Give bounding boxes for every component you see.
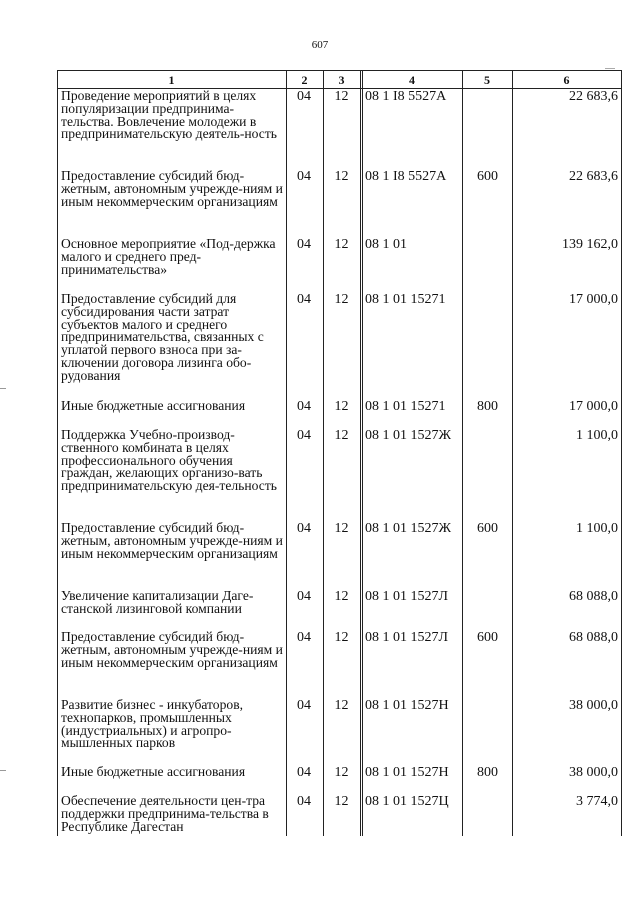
header-col-6: 6: [563, 73, 570, 87]
row-amount: 17 000,0: [569, 399, 618, 414]
row-type: 600: [477, 630, 498, 645]
row-target: 08 1 01 1527Н: [365, 765, 449, 780]
row-target: 08 1 I8 5527A: [365, 169, 447, 184]
row-name: Увеличение капитализации Даге-станской лизинговой компании: [61, 588, 254, 616]
column-divider: [512, 71, 513, 836]
row-target: 08 1 01 1527Ж: [365, 521, 452, 536]
row-section: 04: [297, 589, 311, 604]
row-subsection: 12: [334, 589, 349, 604]
row-amount: 22 683,6: [569, 89, 618, 104]
row-subsection: 12: [334, 521, 349, 536]
row-type: 600: [477, 169, 498, 184]
row-section: 04: [297, 292, 311, 307]
row-name: Поддержка Учебно-производ-ственного комбината в целях профессионального обучения граждан, желающих организо-вать предпринимательскую дея-тельность: [61, 427, 277, 494]
row-subsection: 12: [334, 89, 349, 104]
scan-margin-mark: [0, 388, 6, 389]
row-section: 04: [297, 630, 311, 645]
row-amount: 1 100,0: [576, 521, 618, 536]
row-subsection: 12: [334, 794, 349, 809]
header-col-3: 3: [338, 73, 345, 87]
row-target: 08 1 01 1527Н: [365, 698, 449, 713]
row-name: Иные бюджетные ассигнования: [61, 398, 246, 413]
row-target: 08 1 01 15271: [365, 399, 446, 414]
row-section: 04: [297, 698, 311, 713]
header-col-1: 1: [168, 73, 175, 87]
row-amount: 22 683,6: [569, 169, 618, 184]
row-type: 600: [477, 521, 498, 536]
row-section: 04: [297, 765, 311, 780]
column-divider: [323, 71, 324, 836]
row-section: 04: [297, 521, 311, 536]
scan-margin-mark: [0, 770, 6, 771]
row-amount: 1 100,0: [576, 428, 618, 443]
row-target: 08 1 01 1527Ж: [365, 428, 452, 443]
row-section: 04: [297, 89, 311, 104]
row-amount: 3 774,0: [576, 794, 618, 809]
row-subsection: 12: [334, 765, 349, 780]
row-target: 08 1 01 1527Л: [365, 630, 448, 645]
table-border-left: [57, 71, 58, 836]
row-name: Развитие бизнес - инкубаторов, технопарков, промышленных (индустриальных) и агропро-мышленных парков: [61, 697, 244, 751]
row-name: Предоставление субсидий бюд-жетным, автономным учрежде-ниям и иным некоммерческим организациям: [61, 520, 283, 561]
row-type: 800: [477, 765, 498, 780]
column-divider: [360, 71, 361, 836]
table-border-right: [621, 71, 622, 836]
row-amount: 38 000,0: [569, 698, 618, 713]
row-target: 08 1 01 1527Л: [365, 589, 448, 604]
row-section: 04: [297, 428, 311, 443]
row-name: Предоставление субсидий бюд-жетным, автономным учрежде-ниям и иным некоммерческим организациям: [61, 629, 283, 670]
row-amount: 17 000,0: [569, 292, 618, 307]
row-amount: 139 162,0: [562, 237, 618, 252]
row-amount: 68 088,0: [569, 630, 618, 645]
row-name: Предоставление субсидий для субсидирования части затрат субъектов малого и среднего предпринимательства, связанных с уплатой первого взноса при за-ключении договора лизинга обо-рудования: [61, 291, 264, 383]
row-amount: 68 088,0: [569, 589, 618, 604]
column-divider: [362, 71, 363, 836]
row-target: 08 1 01: [365, 237, 407, 252]
row-name: Иные бюджетные ассигнования: [61, 764, 246, 779]
header-col-4: 4: [409, 73, 415, 87]
row-name: Основное мероприятие «Под-держка малого и среднего пред-принимательства»: [61, 236, 276, 277]
row-amount: 38 000,0: [569, 765, 618, 780]
row-subsection: 12: [334, 169, 349, 184]
header-col-2: 2: [301, 73, 308, 87]
row-subsection: 12: [334, 292, 349, 307]
table-header: [57, 71, 622, 88]
row-name: Проведение мероприятий в целях популяризации предпринима-тельства. Вовлечение молодежи в предпринимательскую деятель-ность: [61, 88, 277, 142]
row-type: 800: [477, 399, 498, 414]
row-section: 04: [297, 794, 311, 809]
row-subsection: 12: [334, 698, 349, 713]
header-col-5: 5: [484, 73, 490, 87]
row-name: Обеспечение деятельности цен-тра поддержки предпринима-тельства в Республике Дагестан: [61, 793, 269, 834]
row-name: Предоставление субсидий бюд-жетным, автономным учрежде-ниям и иным некоммерческим организациям: [61, 168, 283, 209]
page-number: 607: [311, 39, 329, 51]
row-section: 04: [297, 237, 311, 252]
row-subsection: 12: [334, 237, 349, 252]
budget-table: [57, 70, 622, 836]
row-target: 08 1 I8 5527A: [365, 89, 447, 104]
row-section: 04: [297, 169, 311, 184]
row-subsection: 12: [334, 630, 349, 645]
row-section: 04: [297, 399, 311, 414]
column-divider: [286, 71, 287, 836]
row-subsection: 12: [334, 399, 349, 414]
row-target: 08 1 01 1527Ц: [365, 794, 449, 809]
column-divider: [462, 71, 463, 836]
row-target: 08 1 01 15271: [365, 292, 446, 307]
scan-corner-mark: [605, 68, 615, 69]
row-subsection: 12: [334, 428, 349, 443]
